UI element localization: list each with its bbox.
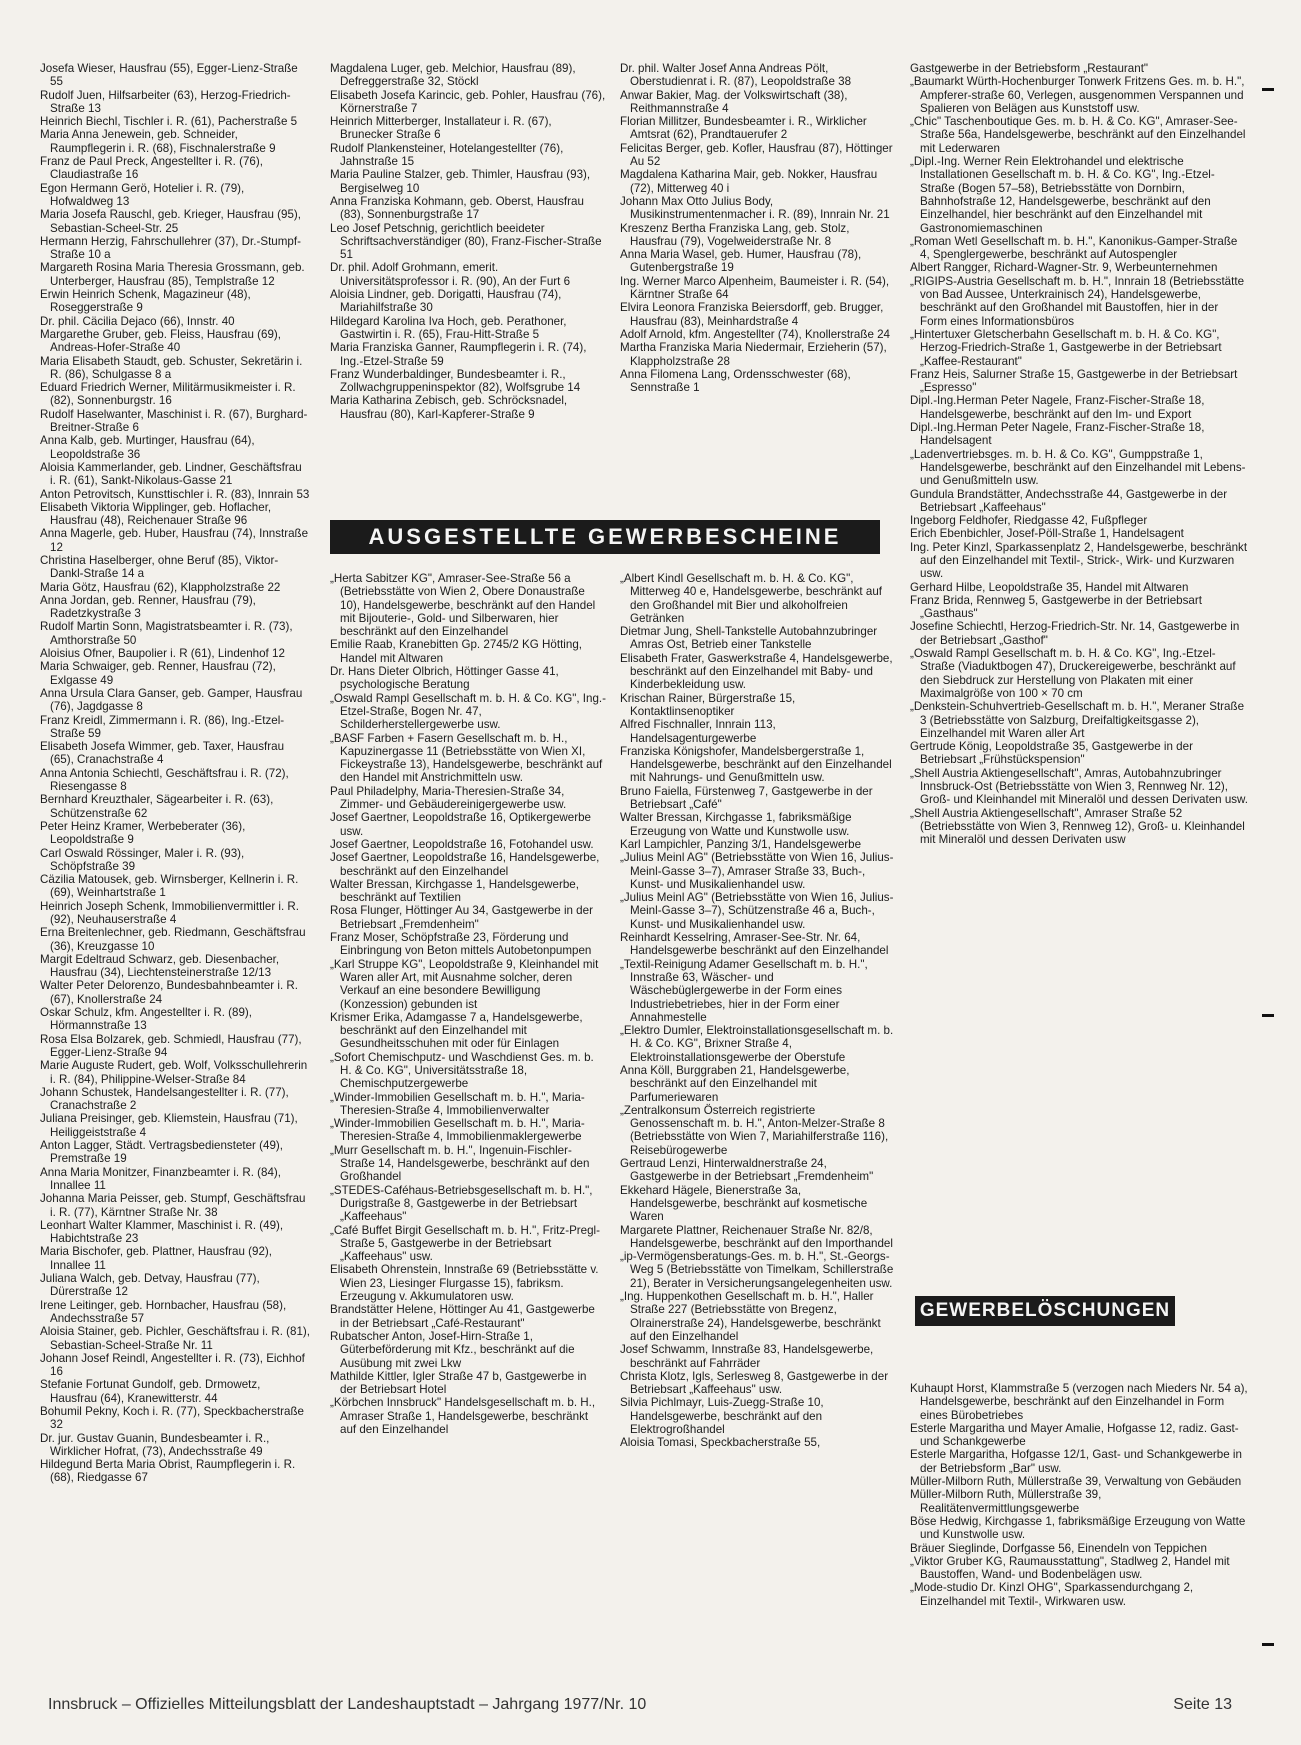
- list-entry: Anna Kalb, geb. Murtinger, Hausfrau (64), Leopoldstraße 36: [40, 434, 255, 461]
- list-entry: Anna Maria Wasel, geb. Humer, Hausfrau (78), Gutenbergstraße 19: [620, 248, 862, 275]
- deaths-column-2: [330, 62, 606, 480]
- list-entry: Ing. Werner Marco Alpenheim, Baumeister i. R. (54), Kärntner Straße 64: [620, 274, 890, 302]
- deaths-column-3: [620, 62, 894, 480]
- list-entry: Margit Edeltraud Schwarz, geb. Diesenbacher, Hausfrau (34), Liechtensteinerstraße 12/13: [40, 952, 280, 980]
- margin-mark: [1262, 1014, 1274, 1017]
- issued-licenses-column-3: [620, 572, 894, 1674]
- list-entry: „Denkstein-Schuhvertrieb-Gesellschaft m. b. H.", Meraner Straße 3 (Betriebsstätte von Salzburg, Dreifaltigkeitsgasse 2), Einzelhandel mit Waren aller Art: [910, 700, 1245, 740]
- list-entry: Leonhart Walter Klammer, Maschinist i. R. (49), Habichtstraße 23: [40, 1218, 284, 1246]
- license-deletions-column: [910, 1382, 1248, 1674]
- list-entry: Adolf Arnold, kfm. Angestellter (74), Knollerstraße 24: [620, 327, 891, 341]
- list-entry: Ingeborg Feldhofer, Riedgasse 42, Fußpfleger: [910, 514, 1148, 528]
- list-entry: Aloisia Lindner, geb. Dorigatti, Hausfrau (74), Mariahilfstraße 30: [330, 288, 562, 315]
- list-entry: Christina Haselberger, ohne Beruf (85), Viktor-Dankl-Straße 14 a: [40, 553, 279, 581]
- list-entry: Dr. phil. Adolf Grohmann, emerit. Universitätsprofessor i. R. (90), An der Furt 6: [330, 261, 571, 288]
- list-entry: Anton Petrovitsch, Kunsttischler i. R. (83), Innrain 53: [40, 487, 310, 501]
- list-entry: Hildegard Karolina Iva Hoch, geb. Perathoner, Gastwirtin i. R. (65), Frau-Hitt-Straße 5: [330, 314, 567, 341]
- list-entry: „Karl Struppe KG", Leopoldstraße 9, Kleinhandel mit Waren aller Art, mit Ausnahme solcher, deren Verkauf an eine besondere Bewilligung (Konzession) gebunden ist: [330, 957, 599, 1011]
- list-entry: Juliana Walch, geb. Detvay, Hausfrau (77), Dürerstraße 12: [40, 1272, 260, 1299]
- list-entry: Magdalena Luger, geb. Melchior, Hausfrau (89), Defreggerstraße 32, Stöckl: [330, 62, 576, 89]
- list-entry: Müller-Milborn Ruth, Müllerstraße 39, Verwaltung von Gebäuden: [910, 1475, 1242, 1489]
- list-entry: „Chic" Taschenboutique Ges. m. b. H. & Co. KG", Amraser-See-Straße 56a, Handelsgewerbe, beschränkt auf den Einzelhandel mit Lederwaren: [910, 115, 1246, 155]
- list-entry: Maria Katharina Zebisch, geb. Schröcksnadel, Hausfrau (80), Karl-Kapferer-Straße 9: [330, 394, 568, 421]
- list-entry: Elisabeth Ohrenstein, Innstraße 69 (Betriebsstätte v. Wien 23, Liesinger Flurgasse 15), fabriksm. Erzeugung v. Akkumulatoren usw.: [330, 1263, 599, 1304]
- list-entry: Dr. Hans Dieter Olbrich, Höttinger Gasse 41, psychologische Beratung: [330, 665, 559, 692]
- deaths-column-1: [40, 62, 310, 1674]
- list-entry: Heinrich Joseph Schenk, Immobilienvermittler i. R. (92), Neuhauserstraße 4: [40, 899, 300, 926]
- list-entry: Aloisia Tomasi, Speckbacherstraße 55,: [620, 1436, 821, 1450]
- list-entry: Rudolf Juen, Hilfsarbeiter (63), Herzog-Friedrich-Straße 13: [40, 88, 291, 115]
- list-entry: Erich Ebenbichler, Josef-Pöll-Straße 1, Handelsagent: [910, 527, 1184, 541]
- list-entry: Josef Schwamm, Innstraße 83, Handelsgewerbe, beschränkt auf Fahrräder: [620, 1343, 874, 1370]
- list-entry: Rudolf Haselwanter, Maschinist i. R. (67), Burghard-Breitner-Straße 6: [40, 407, 308, 435]
- list-entry: „STEDES-Caféhaus-Betriebsgesellschaft m. b. H.", Durigstraße 8, Gastgewerbe in der Betriebsart „Kaffeehaus": [330, 1183, 593, 1224]
- list-entry: Dipl.-Ing.Herman Peter Nagele, Franz-Fischer-Straße 18, Handelsgewerbe, beschränkt auf den Im- und Export: [910, 394, 1205, 421]
- margin-mark: [1262, 1643, 1274, 1646]
- list-entry: „Sofort Chemischputz- und Waschdienst Ges. m. b. H. & Co. KG", Universitätsstraße 18, Chemischputzergewerbe: [330, 1050, 594, 1091]
- list-entry: Franz Brida, Rennweg 5, Gastgewerbe in der Betriebsart „Gasthaus": [910, 593, 1202, 621]
- list-entry: Paul Philadelphy, Maria-Theresien-Straße 34, Zimmer- und Gebäudereinigergewerbe usw.: [330, 784, 567, 812]
- list-entry: Josef Gaertner, Leopoldstraße 16, Optikergewerbe usw.: [330, 811, 592, 838]
- list-entry: Stefanie Fortunat Gundolf, geb. Drmowetz, Hausfrau (64), Kranewitterstr. 44: [40, 1378, 261, 1405]
- list-entry: Franz Heis, Salurner Straße 15, Gastgewerbe in der Betriebsart „Espresso": [910, 367, 1238, 395]
- list-entry: Gundula Brandstätter, Andechsstraße 44, Gastgewerbe in der Betriebsart „Kaffeehaus": [910, 487, 1228, 514]
- list-entry: Marie Auguste Rudert, geb. Wolf, Volksschullehrerin i. R. (84), Philippine-Welser-Straße 84: [40, 1059, 308, 1086]
- list-entry: Bohumil Pekny, Koch i. R. (77), Speckbacherstraße 32: [40, 1404, 304, 1432]
- list-entry: Maria Pauline Stalzer, geb. Thimler, Hausfrau (93), Bergiselweg 10: [330, 168, 591, 195]
- list-entry: Aloisia Stainer, geb. Pichler, Geschäftsfrau i. R. (81), Sebastian-Scheel-Straße Nr. 11: [40, 1325, 310, 1352]
- list-entry: „Herta Sabitzer KG", Amraser-See-Straße 56 a (Betriebsstätte von Wien 2, Obere Donaustraße 10), Handelsgewerbe, beschränkt auf den Handel mit Bijouterie-, Gold- und Silberwaren, hier beschränkt auf den Einzelhandel: [330, 572, 596, 639]
- list-entry: „ip-Vermögensberatungs-Ges. m. b. H.", St.-Georgs-Weg 5 (Betriebsstätte von Timelkam, Schillerstraße 21), Berater in Versicherungsangelegenheiten usw.: [620, 1250, 894, 1290]
- list-entry: Franz de Paul Preck, Angestellter i. R. (76), Claudiastraße 16: [40, 155, 263, 182]
- list-entry: Maria Bischofer, geb. Plattner, Hausfrau (92), Innallee 11: [40, 1245, 272, 1272]
- list-entry: Hildegund Berta Maria Obrist, Raumpflegerin i. R. (68), Riedgasse 67: [40, 1458, 296, 1485]
- list-entry: Maria Anna Jenewein, geb. Schneider, Raumpflegerin i. R. (68), Fischnalerstraße 9: [40, 128, 276, 155]
- list-entry: „Dipl.-Ing. Werner Rein Elektrohandel und elektrische Installationen Gesellschaft m. b. H. & Co. KG", Ing.-Etzel-Straße (Bogen 57–58), Betriebsstätte von Dornbirn, Bahnhofstraße 12, Handelsgewerbe, beschränkt auf den Einzelhandel, hier beschränkt auf den Einzelhandel mit Gastronomiemaschinen: [910, 155, 1215, 235]
- list-entry: Gertrude König, Leopoldstraße 35, Gastgewerbe in der Betriebsart „Frühstückspension": [910, 740, 1193, 767]
- list-entry: Mathilde Kittler, Igler Straße 47 b, Gastgewerbe in der Betriebsart Hotel: [330, 1369, 587, 1397]
- list-entry: „Ladenvertriebsges. m. b. H. & Co. KG", Gumppstraße 1, Handelsgewerbe, beschränkt auf den Einzelhandel mit Lebens- und Genußmitteln usw.: [910, 447, 1246, 488]
- list-entry: Erwin Heinrich Schenk, Magazineur (48), Roseggerstraße 9: [40, 288, 251, 315]
- list-entry: Egon Hermann Gerö, Hotelier i. R. (79), Hofwaldweg 13: [40, 181, 245, 208]
- list-entry: Böse Hedwig, Kirchgasse 1, fabriksmäßige Erzeugung von Watte und Kunstwolle usw.: [910, 1514, 1246, 1542]
- list-entry: Heinrich Biechl, Tischler i. R. (61), Pacherstraße 5: [40, 115, 298, 129]
- publication-line: Innsbruck – Offizielles Mitteilungsblatt der Landeshauptstadt – Jahrgang 1977/Nr. 10: [48, 1696, 647, 1713]
- list-entry: Florian Millitzer, Bundesbeamter i. R., Wirklicher Amtsrat (62), Prandtauerufer 2: [620, 115, 867, 142]
- list-entry: Rosa Elsa Bolzarek, geb. Schmiedl, Hausfrau (77), Egger-Lienz-Straße 94: [40, 1032, 302, 1059]
- list-entry: Krischan Rainer, Bürgerstraße 15, Kontaktlinsenoptiker: [620, 691, 796, 718]
- list-entry: Maria Josefa Rauschl, geb. Krieger, Hausfrau (95), Sebastian-Scheel-Str. 25: [40, 208, 301, 235]
- list-entry: „Körbchen Innsbruck" Handelsgesellschaft m. b. H., Amraser Straße 1, Handelsgewerbe, beschränkt auf den Einzelhandel: [330, 1396, 596, 1436]
- list-entry: Rubatscher Anton, Josef-Hirn-Straße 1, Güterbeförderung mit Kfz., beschränkt auf die Ausübung mit zwei Lkw: [330, 1329, 575, 1370]
- list-entry: Anna Jordan, geb. Renner, Hausfrau (79), Radetzkystraße 3: [40, 593, 256, 621]
- list-entry: Franziska Königshofer, Mandelsbergerstraße 1, Handelsgewerbe, beschränkt auf den Einzelhandel mit Nahrungs- und Genußmitteln usw.: [620, 744, 892, 785]
- list-entry: Walter Bressan, Kirchgasse 1, fabriksmäßige Erzeugung von Watte und Kunstwolle usw.: [620, 811, 852, 838]
- list-entry: Magdalena Katharina Mair, geb. Nokker, Hausfrau (72), Mitterweg 40 i: [620, 168, 878, 195]
- list-entry: Dr. phil. Cäcilia Dejaco (66), Innstr. 40: [40, 314, 235, 328]
- list-entry: Rudolf Plankensteiner, Hotelangestellter (76), Jahnstraße 15: [330, 141, 564, 169]
- page-footer: [48, 1696, 1248, 1720]
- list-entry: Felicitas Berger, geb. Kofler, Hausfrau (87), Höttinger Au 52: [620, 141, 893, 169]
- list-entry: Anna Köll, Burggraben 21, Handelsgewerbe, beschränkt auf den Einzelhandel mit Parfumeriewaren: [620, 1063, 850, 1104]
- list-entry: Dipl.-Ing.Herman Peter Nagele, Franz-Fischer-Straße 18, Handelsagent: [910, 421, 1205, 448]
- list-entry: Christa Klotz, Igls, Serlesweg 8, Gastgewerbe in der Betriebsart „Kaffeehaus" usw.: [620, 1369, 889, 1397]
- list-entry: „Ing. Huppenkothen Gesellschaft m. b. H.", Haller Straße 227 (Betriebsstätte von Bregenz, Olrainerstraße 24), Handelsgewerbe, beschränkt auf den Einzelhandel: [620, 1290, 881, 1343]
- list-entry: Johanna Maria Peisser, geb. Stumpf, Geschäftsfrau i. R. (77), Kärntner Straße Nr. 38: [40, 1192, 306, 1219]
- list-entry: Anna Antonia Schiechtl, Geschäftsfrau i. R. (72), Riesengasse 8: [40, 766, 289, 794]
- list-entry: Margarete Plattner, Reichenauer Straße Nr. 82/8, Handelsgewerbe, beschränkt auf den Importhandel: [620, 1223, 893, 1250]
- list-entry: Reinhardt Kesselring, Amraser-See-Str. Nr. 64, Handelsgewerbe beschränkt auf den Einzelhandel: [620, 931, 889, 958]
- list-entry: „Winder-Immobilien Gesellschaft m. b. H.", Maria-Theresien-Straße 4, Immobilienmaklergewerbe: [330, 1117, 585, 1144]
- list-entry: Bernhard Kreuzthaler, Sägearbeiter i. R. (63), Schützenstraße 62: [40, 793, 274, 820]
- list-entry: Martha Franziska Maria Niedermair, Erzieherin (57), Klappholzstraße 28: [620, 341, 887, 368]
- list-entry: Maria Schwaiger, geb. Renner, Hausfrau (72), Exlgasse 49: [40, 660, 276, 687]
- list-entry: Ekkehard Hägele, Bienerstraße 3a, Handelsgewerbe, beschränkt auf kosmetische Waren: [620, 1183, 868, 1224]
- page-number: Seite 13: [1173, 1696, 1232, 1713]
- list-entry: „Julius Meinl AG" (Betriebsstätte von Wien 16, Julius-Meinl-Gasse 3–7), Amraser Straße 33, Buch-, Kunst- und Musikalienhandel usw.: [620, 851, 894, 891]
- list-entry: „Textil-Reinigung Adamer Gesellschaft m. b. H.", Innstraße 63, Wäscher- und Wäschebüglergewerbe in der Form eines Industriebetriebes, hier in der Form einer Annahmestelle: [620, 957, 868, 1024]
- license-deletions-heading: GEWERBELÖSCHUNGEN: [915, 1296, 1175, 1326]
- list-entry: Müller-Milborn Ruth, Müllerstraße 39, Realitätenvermittlungsgewerbe: [910, 1488, 1102, 1515]
- list-entry: Maria Elisabeth Staudt, geb. Schuster, Sekretärin i. R. (86), Schulgasse 8 a: [40, 354, 303, 381]
- list-entry: Bräuer Sieglinde, Dorfgasse 56, Einendeln von Teppichen: [910, 1541, 1207, 1555]
- list-entry: Franz Wunderbaldinger, Bundesbeamter i. R., Zollwachgruppeninspektor (82), Wolfsgrube 14: [330, 367, 581, 395]
- list-entry: Josefine Schiechtl, Herzog-Friedrich-Str. Nr. 14, Gastgewerbe in der Betriebsart „Gasthof": [910, 620, 1240, 647]
- list-entry: Franz Moser, Schöpfstraße 23, Förderung und Einbringung von Beton mittels Autobetonpumpen: [330, 931, 592, 958]
- list-entry: „Murr Gesellschaft m. b. H.", Ingenuin-Fischler-Straße 14, Handelsgewerbe, beschränkt auf den Großhandel: [330, 1143, 590, 1184]
- list-entry: Walter Peter Delorenzo, Bundesbahnbeamter i. R. (67), Knollerstraße 24: [40, 979, 298, 1006]
- list-entry: Alfred Fischnaller, Innrain 113, Handelsagenturgewerbe: [620, 718, 776, 745]
- list-entry: Rosa Flunger, Höttinger Au 34, Gastgewerbe in der Betriebsart „Fremdenheim": [330, 904, 593, 931]
- list-entry: Kreszenz Bertha Franziska Lang, geb. Stolz, Hausfrau (79), Vogelweiderstraße Nr. 8: [620, 221, 850, 248]
- issued-licenses-heading: AUSGESTELLTE GEWERBESCHEINE: [330, 520, 880, 554]
- list-entry: Johann Schustek, Handelsangestellter i. R. (77), Cranachstraße 2: [40, 1085, 289, 1113]
- margin-mark: [1262, 88, 1274, 91]
- list-entry: Josefa Wieser, Hausfrau (55), Egger-Lienz-Straße 55: [40, 62, 298, 89]
- list-entry: Gastgewerbe in der Betriebsform „Restaurant": [910, 62, 1149, 75]
- list-entry: „Baumarkt Würth-Hochenburger Tonwerk Fritzens Ges. m. b. H.", Ampferer-straße 60, Verlegen, ausgenommen Verspannen und Spalieren von Belägen aus Kunststoff usw.: [910, 75, 1245, 115]
- list-entry: Johann Josef Reindl, Angestellter i. R. (73), Eichhof 16: [40, 1351, 305, 1379]
- list-entry: Margareth Rosina Maria Theresia Grossmann, geb. Unterberger, Hausfrau (85), Templstraße 12: [40, 261, 305, 288]
- list-entry: Ing. Peter Kinzl, Sparkassenplatz 2, Handelsgewerbe, beschränkt auf den Einzelhandel mit Textil-, Strick-, Wirk- und Kurzwaren usw.: [910, 540, 1248, 581]
- list-entry: Aloisius Ofner, Baupolier i. R (61), Lindenhof 12: [40, 647, 285, 661]
- list-entry: Irene Leitinger, geb. Hornbacher, Hausfrau (58), Andechsstraße 57: [40, 1298, 287, 1325]
- list-entry: „RIGIPS-Austria Gesellschaft m. b. H.", Innrain 18 (Betriebsstätte von Bad Aussee, Unterkrainisch 24), Handelsgewerbe, beschränkt auf den Großhandel mit Baustoffen, hier in der Form eines Informationsbüros: [910, 274, 1245, 328]
- list-entry: Emilie Raab, Kranebitten Gp. 2745/2 KG Hötting, Handel mit Altwaren: [330, 638, 582, 665]
- list-entry: „Julius Meinl AG" (Betriebsstätte von Wien 16, Julius-Meinl-Gasse 3–7), Schützenstraße 46 a, Buch-, Kunst- und Musikalienhandel usw.: [620, 891, 894, 931]
- list-entry: Anwar Bakier, Mag. der Volkswirtschaft (38), Reithmannstraße 4: [620, 88, 848, 115]
- list-entry: „Café Buffet Birgit Gesellschaft m. b. H.", Fritz-Pregl-Straße 5, Gastgewerbe in der Betriebsart „Kaffeehaus" usw.: [330, 1223, 600, 1264]
- list-entry: Heinrich Mitterberger, Installateur i. R. (67), Brunecker Straße 6: [330, 115, 552, 142]
- list-entry: Dr. jur. Gustav Guanin, Bundesbeamter i. R., Wirklicher Hofrat, (73), Andechsstraße 49: [40, 1431, 270, 1458]
- list-entry: Elvira Leonora Franziska Beiersdorff, geb. Brugger, Hausfrau (83), Meinhardstraße 4: [620, 301, 884, 328]
- list-entry: Gertraud Lenzi, Hinterwaldnerstraße 24, Gastgewerbe in der Betriebsart „Fremdenheim": [620, 1157, 874, 1184]
- list-entry: Juliana Preisinger, geb. Kliemstein, Hausfrau (71), Heiliggeiststraße 4: [40, 1112, 298, 1139]
- list-entry: Karl Lampichler, Panzing 3/1, Handelsgewerbe: [620, 837, 862, 851]
- list-entry: Albert Rangger, Richard-Wagner-Str. 9, Werbeunternehmen: [910, 261, 1218, 275]
- list-entry: Elisabeth Viktoria Wipplinger, geb. Hoflacher, Hausfrau (48), Reichenauer Straße 96: [40, 500, 272, 528]
- list-entry: „Mode-studio Dr. Kinzl OHG", Sparkassendurchgang 2, Einzelhandel mit Textil-, Wirkwaren usw.: [910, 1581, 1194, 1608]
- list-entry: Carl Oswald Rössinger, Maler i. R. (93), Schöpfstraße 39: [40, 846, 245, 873]
- list-entry: „BASF Farben + Fasern Gesellschaft m. b. H., Kapuzinergasse 11 (Betriebsstätte von Wien XI, Fickeystraße 13), Handelsgewerbe, beschränkt auf den Handel mit Anstrichmitteln usw.: [330, 731, 603, 785]
- list-entry: Leo Josef Petschnig, gerichtlich beeideter Schriftsachverständiger (80), Franz-Fischer-Straße 51: [330, 221, 602, 262]
- list-entry: Kuhaupt Horst, Klammstraße 5 (verzogen nach Mieders Nr. 54 a), Handelsgewerbe, beschränkt auf den Einzelhandel in Form eines Bürobetriebes: [910, 1382, 1248, 1422]
- list-entry: Franz Kreidl, Zimmermann i. R. (86), Ing.-Etzel-Straße 59: [40, 713, 285, 740]
- list-entry: Hermann Herzig, Fahrschullehrer (37), Dr.-Stumpf-Straße 10 a: [40, 234, 301, 262]
- list-entry: Dr. phil. Walter Josef Anna Andreas Pölt, Oberstudienrat i. R. (87), Leopoldstraße 38: [620, 62, 852, 89]
- list-entry: Silvia Pichlmayr, Luis-Zuegg-Straße 10, Handelsgewerbe, beschränkt auf den Elektrogroßhandel: [620, 1396, 824, 1436]
- list-entry: „Hintertuxer Gletscherbahn Gesellschaft m. b. H. & Co. KG", Herzog-Friedrich-Straße 1, Gastgewerbe in der Betriebsart „Kaffee-Restaurant": [910, 327, 1222, 368]
- issued-licenses-column-2: [330, 572, 606, 1674]
- list-entry: Peter Heinz Kramer, Werbeberater (36), Leopoldstraße 9: [40, 819, 246, 847]
- list-entry: Anna Maria Monitzer, Finanzbeamter i. R. (84), Innallee 11: [40, 1165, 281, 1192]
- list-entry: „Winder-Immobilien Gesellschaft m. b. H.", Maria-Theresien-Straße 4, Immobilienverwalter: [330, 1090, 585, 1117]
- list-entry: Bruno Faiella, Fürstenweg 7, Gastgewerbe in der Betriebsart „Café": [620, 784, 873, 812]
- list-entry: Dietmar Jung, Shell-Tankstelle Autobahnzubringer Amras Ost, Betrieb einer Tankstelle: [620, 625, 878, 652]
- list-entry: Krismer Erika, Adamgasse 7 a, Handelsgewerbe, beschränkt auf den Einzelhandel mit Gesundheitsschuhen mit oder für Einlagen: [330, 1010, 583, 1051]
- list-entry: „Roman Wetl Gesellschaft m. b. H.", Kanonikus-Gamper-Straße 4, Spenglergewerbe, beschränkt auf Autospengler: [910, 234, 1238, 262]
- list-entry: Aloisia Kammerlander, geb. Lindner, Geschäftsfrau i. R. (61), Sankt-Nikolaus-Gasse 21: [40, 460, 302, 488]
- list-entry: Johann Max Otto Julius Body, Musikinstrumentenmacher i. R. (89), Innrain Nr. 21: [620, 194, 890, 222]
- list-entry: Maria Götz, Hausfrau (62), Klappholzstraße 22: [40, 580, 281, 594]
- list-entry: „Elektro Dumler, Elektroinstallationsgesellschaft m. b. H. & Co. KG", Brixner Straße 4, Elektroinstallationsgewerbe der Oberstufe: [620, 1024, 894, 1064]
- list-entry: „Albert Kindl Gesellschaft m. b. H. & Co. KG", Mitterweg 40 e, Handelsgewerbe, beschränkt auf den Großhandel mit Bier und alkoholfreien Getränken: [620, 572, 882, 625]
- list-entry: Rudolf Martin Sonn, Magistratsbeamter i. R. (73), Amthorstraße 50: [40, 620, 293, 647]
- list-entry: Elisabeth Josefa Karincic, geb. Pohler, Hausfrau (76), Körnerstraße 7: [330, 88, 606, 115]
- list-entry: Anton Lagger, Städt. Vertragsbediensteter (49), Premstraße 19: [40, 1139, 283, 1166]
- list-entry: Erna Breitenlechner, geb. Riedmann, Geschäftsfrau (36), Kreuzgasse 10: [40, 926, 306, 953]
- list-entry: Esterle Margaritha, Hofgasse 12/1, Gast- und Schankgewerbe in der Betriebsform „Bar" usw.: [910, 1448, 1242, 1475]
- list-entry: Walter Bressan, Kirchgasse 1, Handelsgewerbe, beschränkt auf Textilien: [330, 877, 579, 905]
- list-entry: Josef Gaertner, Leopoldstraße 16, Fotohandel usw.: [330, 837, 594, 851]
- list-entry: Elisabeth Frater, Gaswerkstraße 4, Handelsgewerbe, beschränkt auf den Einzelhandel mit Baby- und Kinderbekleidung usw.: [620, 651, 893, 692]
- list-entry: „Shell Austria Aktiengesellschaft", Amras, Autobahnzubringer Innsbruck-Ost (Betriebsstätte von Wien 3, Rennweg Nr. 12), Groß- und Kleinhandel mit Mineralöl und dessen Derivaten usw.: [910, 766, 1248, 807]
- list-entry: Elisabeth Josefa Wimmer, geb. Taxer, Hausfrau (65), Cranachstraße 4: [40, 740, 285, 767]
- list-entry: Anna Franziska Kohmann, geb. Oberst, Hausfrau (83), Sonnenburgstraße 17: [330, 194, 584, 222]
- list-entry: Anna Magerle, geb. Huber, Hausfrau (74), Innstraße 12: [40, 527, 309, 554]
- list-entry: „Zentralkonsum Österreich registrierte Genossenschaft m. b. H.", Anton-Melzer-Straße 8 (Betriebsstätte von Wien 7, Mariahilferstraße 116), Reisebürogewerbe: [620, 1103, 889, 1157]
- list-entry: Cäzilia Matousek, geb. Wirnsberger, Kellnerin i. R. (69), Weinhartstraße 1: [40, 873, 299, 900]
- list-entry: Anna Filomena Lang, Ordensschwester (68), Sennstraße 1: [620, 367, 851, 395]
- list-entry: Oskar Schulz, kfm. Angestellter i. R. (89), Hörmannstraße 13: [40, 1006, 252, 1033]
- list-entry: Esterle Margaritha und Mayer Amalie, Hofgasse 12, radiz. Gast- und Schankgewerbe: [910, 1421, 1239, 1449]
- list-entry: Gerhard Hilbe, Leopoldstraße 35, Handel mit Altwaren: [910, 580, 1189, 594]
- list-entry: Brandstätter Helene, Höttinger Au 41, Gastgewerbe in der Betriebsart „Café-Restaurant": [330, 1303, 595, 1330]
- list-entry: Maria Franziska Ganner, Raumpflegerin i. R. (74), Ing.-Etzel-Straße 59: [330, 341, 587, 368]
- list-entry: „Shell Austria Aktiengesellschaft", Amraser Straße 52 (Betriebsstätte von Wien 3, Rennweg 12), Groß- u. Kleinhandel mit Mineralöl und dessen Derivaten usw: [910, 806, 1245, 847]
- list-entry: Josef Gaertner, Leopoldstraße 16, Handelsgewerbe, beschränkt auf den Einzelhandel: [330, 851, 600, 878]
- list-entry: Anna Ursula Clara Ganser, geb. Gamper, Hausfrau (76), Jagdgasse 8: [40, 686, 303, 714]
- list-entry: „Viktor Gruber KG, Raumausstattung", Stadlweg 2, Handel mit Baustoffen, Wand- und Bodenbelägen usw.: [910, 1554, 1230, 1582]
- list-entry: „Oswald Rampl Gesellschaft m. b. H. & Co. KG", Ing.-Etzel-Straße, Bogen Nr. 47, Schilderherstellergewerbe usw.: [330, 691, 606, 732]
- list-entry: Margarethe Gruber, geb. Fleiss, Hausfrau (69), Andreas-Hofer-Straße 40: [40, 327, 282, 355]
- list-entry: „Oswald Rampl Gesellschaft m. b. H. & Co. KG", Ing.-Etzel-Straße (Viaduktbogen 47), Druckereigewerbe, beschränkt auf den Siebdruck zur Herstellung von Plakaten mit einer Maximalgröße von 100 × 70 cm: [910, 647, 1236, 700]
- list-entry: Eduard Friedrich Werner, Militärmusikmeister i. R. (82), Sonnenburgstr. 16: [40, 381, 296, 408]
